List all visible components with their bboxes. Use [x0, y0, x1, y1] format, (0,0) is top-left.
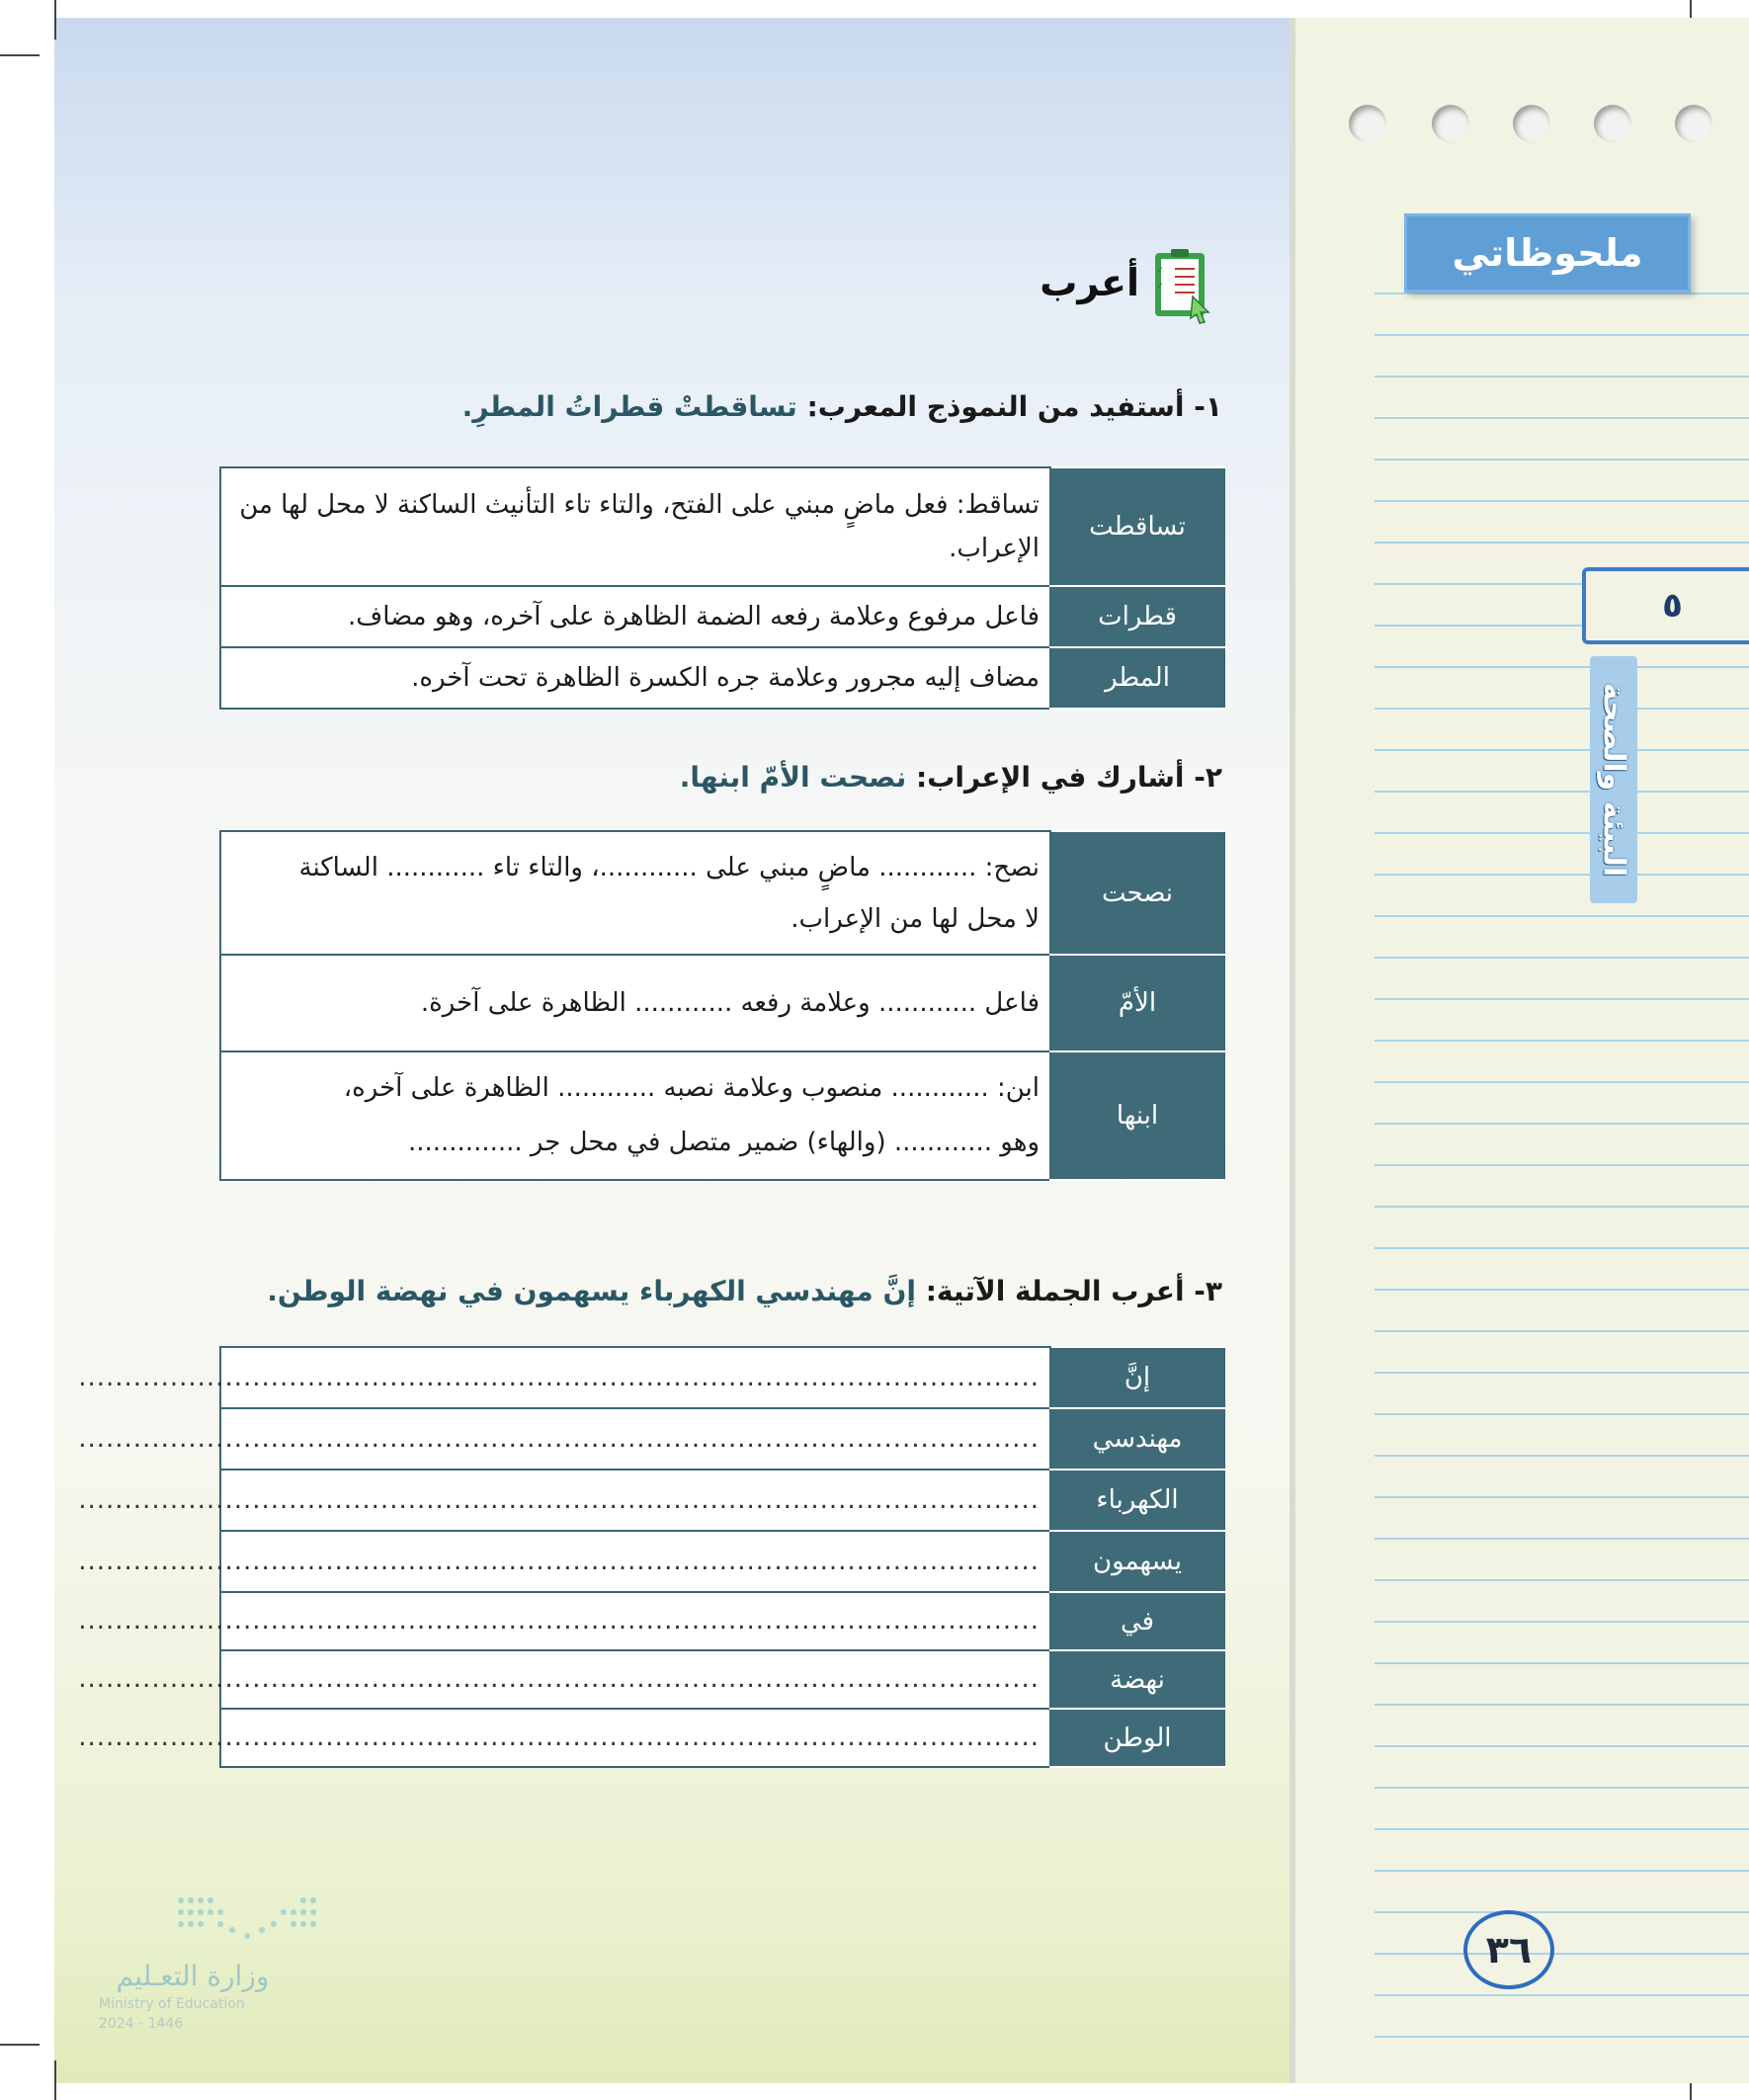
table-row [220, 1531, 1224, 1592]
binder-ring [1513, 105, 1550, 142]
table-row [220, 647, 1224, 709]
ministry-name-arabic: وزارة التعـليم [116, 1960, 270, 1992]
crop-mark [54, 0, 56, 40]
notebook-rule-line [1374, 666, 1749, 668]
analysis-line: نصح: ............ ماضٍ مبني على ............، والتاء تاء ............ الساكنة [298, 852, 1040, 882]
answer-blank[interactable] [78, 1470, 1050, 1531]
notebook-rule-line [1374, 1828, 1749, 1830]
word-cell: نهضة [1050, 1650, 1224, 1709]
notebook-rule-line [1374, 542, 1749, 544]
answer-blank[interactable] [78, 1408, 1050, 1470]
notebook-rule-line [1374, 749, 1749, 751]
answer-blank[interactable] [78, 1709, 1050, 1767]
notebook-rule-line [1374, 2036, 1749, 2038]
notebook-rule-line [1374, 832, 1749, 834]
notebook-rule-line [1374, 1662, 1749, 1664]
question-2-label: ٢- أشارك في الإعراب: [916, 761, 1222, 794]
analysis-line: فاعل ............ وعلامة رفعه ............ الظاهرة على آخرة. [420, 987, 1040, 1018]
notebook-rule-line [1374, 1040, 1749, 1042]
ministry-logo [94, 1892, 331, 2041]
unit-ribbon [1590, 656, 1637, 903]
blank-dots: ......................................................................................................... [78, 1484, 1040, 1515]
q1-table [219, 466, 1225, 710]
blank-dots: ......................................................................................................... [78, 1722, 1040, 1753]
notebook-rule-line [1374, 1953, 1749, 1955]
notebook-rule-line [1374, 1911, 1749, 1913]
notebook-rule-line [1374, 334, 1749, 336]
analysis-cell [220, 831, 1050, 955]
word-cell: الأمّ [1050, 955, 1224, 1051]
question-3-sentence: إنَّ مهندسي الكهرباء يسهمون في نهضة الوطن. [267, 1275, 916, 1307]
word-cell: تساقطت [1050, 467, 1224, 586]
question-1 [462, 390, 1222, 423]
svg-text:✓: ✓ [1156, 282, 1164, 292]
notebook-rule-line [1374, 500, 1749, 502]
blank-dots: ......................................................................................................... [78, 1362, 1040, 1392]
analysis-cell: فاعل مرفوع وعلامة رفعه الضمة الظاهرة على آخره، وهو مضاف. [220, 586, 1050, 647]
notebook-rule-line [1374, 376, 1749, 378]
notebook-rule-line [1374, 708, 1749, 710]
notebook-rule-line [1374, 459, 1749, 461]
table-row [220, 955, 1224, 1051]
question-3 [267, 1275, 1222, 1307]
notes-tab: ملحوظاتي [1404, 213, 1691, 293]
notebook-rule-line [1374, 874, 1749, 876]
word-cell: ابنها [1050, 1051, 1224, 1180]
clipboard-icon [1153, 247, 1210, 318]
notebook-rule-line [1374, 1704, 1749, 1706]
question-2-sentence: نصحت الأمّ ابنها. [679, 761, 907, 794]
crop-mark [0, 54, 40, 56]
notebook-rule-line [1374, 1579, 1749, 1581]
answer-blank[interactable] [78, 1531, 1050, 1592]
table-row [220, 1470, 1224, 1531]
notebook-rule-line [1374, 1787, 1749, 1789]
crop-mark [0, 2044, 40, 2046]
notebook-rule-line [1374, 915, 1749, 917]
word-cell: قطرات [1050, 586, 1224, 647]
question-2 [680, 761, 1222, 794]
unit-number: ٥ [1582, 567, 1749, 644]
ministry-logo-mark [173, 1892, 321, 1942]
word-cell: مهندسي [1050, 1408, 1224, 1470]
notebook-rule-line [1374, 1745, 1749, 1747]
notebook-rule-line [1374, 417, 1749, 419]
word-cell: المطر [1050, 647, 1224, 709]
notebook-rule-line [1374, 1164, 1749, 1166]
notebook-rule-line [1374, 1372, 1749, 1374]
notebook-rule-line [1374, 293, 1749, 294]
notebook-rule-line [1374, 998, 1749, 1000]
analysis-line: لا محل لها من الإعراب. [791, 903, 1040, 934]
blank-dots: ......................................................................................................... [78, 1664, 1040, 1695]
binder-ring [1349, 105, 1386, 142]
question-3-label: ٣- أعرب الجملة الآتية: [925, 1275, 1222, 1307]
table-row [220, 831, 1224, 955]
notebook-rule-line [1374, 1994, 1749, 1996]
analysis-cell: مضاف إليه مجرور وعلامة جره الكسرة الظاهرة تحت آخره. [220, 647, 1050, 709]
notebook-rule-line [1374, 1206, 1749, 1208]
question-1-label: ١- أستفيد من النموذج المعرب: [806, 390, 1222, 423]
q3-table [78, 1346, 1225, 1768]
notebook-rule-line [1374, 1455, 1749, 1457]
notebook-rule-line [1374, 1123, 1749, 1125]
word-cell: يسهمون [1050, 1531, 1224, 1592]
answer-blank[interactable] [78, 1650, 1050, 1709]
word-cell: إنَّ [1050, 1347, 1224, 1408]
edition-year: 2024 - 1446 [99, 2016, 184, 2032]
word-cell: الكهرباء [1050, 1470, 1224, 1531]
unit-name: البيئة والصحة [1596, 682, 1631, 878]
notebook-rule-line [1374, 1289, 1749, 1291]
binder-ring [1432, 105, 1469, 142]
table-row [220, 1592, 1224, 1650]
analysis-cell [220, 955, 1050, 1051]
question-1-sentence: تساقطتْ قطراتُ المطرِ. [461, 390, 797, 423]
word-cell: نصحت [1050, 831, 1224, 955]
svg-text:✓: ✓ [1156, 266, 1164, 276]
notebook-rule-line [1374, 1870, 1749, 1872]
table-row [220, 1709, 1224, 1767]
notes-notebook [1290, 18, 1749, 2083]
notebook-rule-line [1374, 1413, 1749, 1415]
analysis-line: وهو ............ (والهاء) ضمير متصل في محل جر .............. [407, 1128, 1040, 1157]
blank-dots: ......................................................................................................... [78, 1546, 1040, 1576]
table-row [220, 586, 1224, 647]
notebook-rule-line [1374, 1496, 1749, 1498]
analysis-cell [220, 1051, 1050, 1180]
notebook-rule-line [1374, 1081, 1749, 1083]
table-row [220, 1347, 1224, 1408]
table-row [220, 1650, 1224, 1709]
title-text: أعرب [1040, 261, 1139, 304]
ministry-name-english: Ministry of Education [99, 1996, 245, 2012]
binder-ring [1675, 105, 1712, 142]
analysis-line: ابن: ............ منصوب وعلامة نصبه ............ الظاهرة على آخره، [343, 1073, 1040, 1104]
answer-blank[interactable] [78, 1347, 1050, 1408]
notebook-rule-line [1374, 1247, 1749, 1249]
answer-blank[interactable] [78, 1592, 1050, 1650]
analysis-cell: تساقط: فعل ماضٍ مبني على الفتح، والتاء تاء التأنيث الساكنة لا محل لها من الإعراب. [220, 467, 1050, 586]
page-number: ٣٦ [1463, 1910, 1554, 1989]
binder-ring [1594, 105, 1631, 142]
notebook-rule-line [1374, 1330, 1749, 1332]
word-cell: الوطن [1050, 1709, 1224, 1767]
notebook-rule-line [1374, 1621, 1749, 1623]
notebook-rule-line [1374, 957, 1749, 959]
notebook-rule-line [1374, 1538, 1749, 1540]
table-row [220, 467, 1224, 586]
table-row [220, 1051, 1224, 1180]
table-row [220, 1408, 1224, 1470]
crop-mark [54, 2060, 56, 2100]
notebook-rule-line [1374, 791, 1749, 793]
blank-dots: ......................................................................................................... [78, 1606, 1040, 1637]
blank-dots: ......................................................................................................... [78, 1423, 1040, 1454]
q2-table [219, 830, 1225, 1181]
word-cell: في [1050, 1592, 1224, 1650]
section-title [1040, 247, 1210, 318]
